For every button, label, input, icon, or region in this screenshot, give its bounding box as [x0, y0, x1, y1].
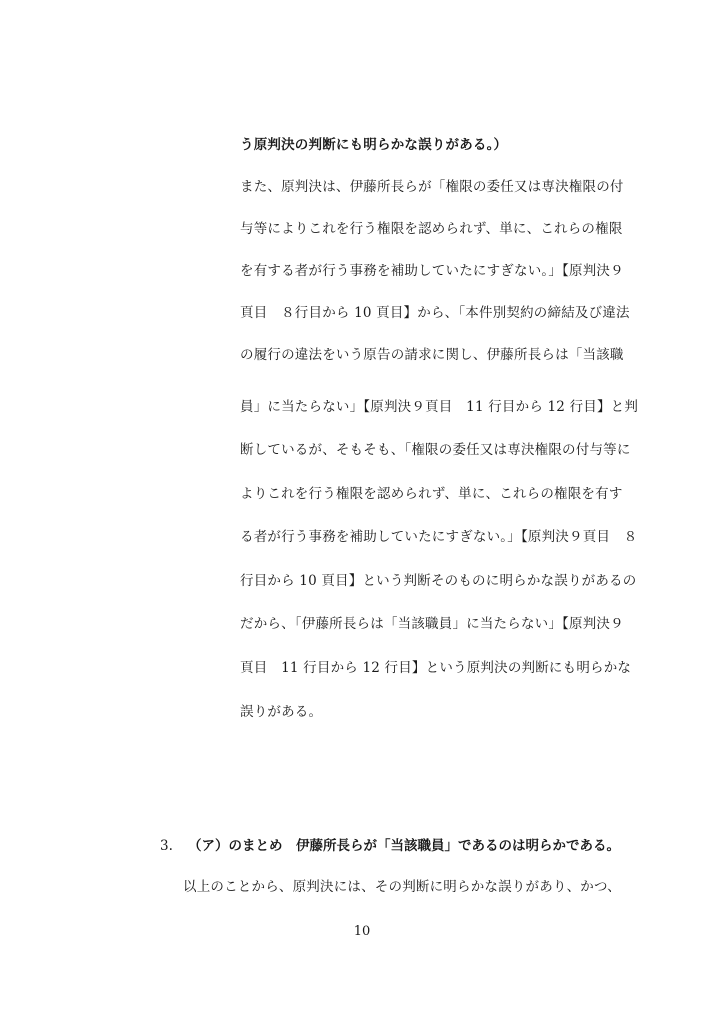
section-first-line: 以上のことから、原判決には、その判断に明らかな誤りがあり、かつ、 [183, 879, 621, 895]
section-number: 3. [160, 838, 173, 854]
body-line-1: う原判決の判断にも明らかな誤りがある。） [240, 137, 508, 153]
body-line-11: 行目から 10 頁目】という判断そのものに明らかな誤りがあるの [240, 573, 637, 589]
body-line-8: 断しているが、そもそも、「権限の委任又は専決権限の付与等に [240, 442, 631, 458]
body-line-6: の履行の違法をいう原告の請求に関し、伊藤所長らは「当該職 [240, 347, 624, 363]
body-line-9: よりこれを行う権限を認められず、単に、これらの権限を有す [240, 486, 623, 502]
body-line-7: 員」に当たらない」【原判決９頁目 11 行目から 12 行目】と判 [240, 399, 639, 415]
body-line-2: また、原判決は、伊藤所長らが「権限の委任又は専決権限の付 [240, 179, 624, 195]
body-line-13: 頁目 11 行目から 12 行目】という原判決の判断にも明らかな [240, 660, 632, 676]
page-number: 10 [353, 924, 371, 939]
body-line-5: 頁目 ８行目から 10 頁目】から、「本件別契約の締結及び違法 [240, 305, 630, 321]
section-heading [160, 836, 620, 856]
body-line-12: だから、「伊藤所長らは「当該職員」に当たらない」【原判決９ [240, 616, 624, 632]
body-line-4: を有する者が行う事務を補助していたにすぎない。」【原判決９ [240, 263, 624, 279]
body-line-10: る者が行う事務を補助していたにすぎない。」【原判決９頁目 ８ [240, 529, 638, 545]
body-line-14: 誤りがある。 [240, 704, 323, 720]
body-line-3: 与等によりこれを行う権限を認められず、単に、これらの権限 [240, 221, 623, 237]
section-title: （ア）のまとめ 伊藤所長らが「当該職員」であるのは明らかである。 [188, 838, 620, 854]
